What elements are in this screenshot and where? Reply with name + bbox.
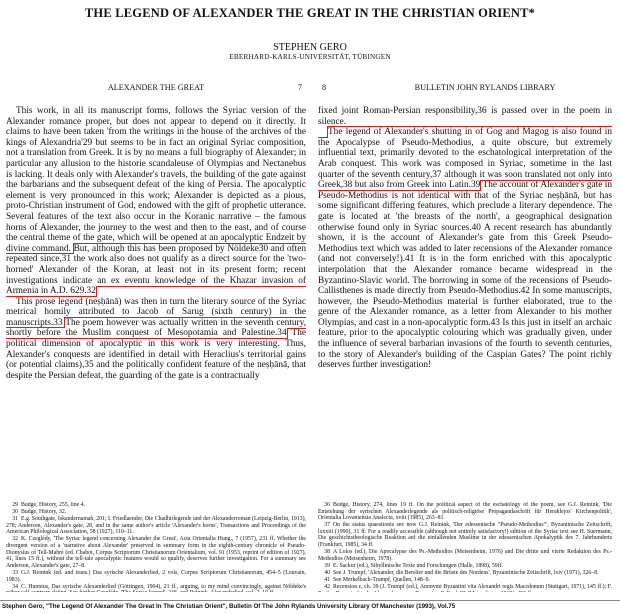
right-running-head — [318, 82, 612, 96]
citation-footer: Stephen Gero, "The Legend Of Alexander The Great In The Christian Orient", Bulletin Of The John Rylands University Library Of Manchester (1993), Vol.75 — [0, 600, 620, 612]
footnote-number: 39 — [324, 562, 330, 569]
footnote-number: 42 — [324, 584, 330, 591]
footnote-text: See Merkelbach-Trumpf, Quellen, 148–9. — [333, 577, 431, 584]
footnote — [318, 549, 612, 562]
footnote-number: 40 — [324, 569, 330, 576]
footnote — [6, 502, 306, 509]
footnote — [318, 570, 612, 577]
footnote-number: 33 — [12, 569, 18, 576]
article-title: THE LEGEND OF ALEXANDER THE GREAT IN THE CHRISTIAN ORIENT* — [84, 6, 536, 20]
footnote-number: 30 — [12, 509, 18, 516]
footnote-number: 31 — [12, 516, 18, 523]
footnote-text: Budge, History, 255, line 4. — [21, 502, 86, 508]
left-paragraph-2-cont: The political dimension of apocalyptic in this work is very interesting. Thus, Alexander's conquests are identified in detail with Heraclius's territorial gains (or potential claims),35 and the politically confident feature of the neṣḥānā, that despite the Persian defeat, the guarding of the gate is a contractually — [6, 328, 306, 381]
footnote — [318, 577, 612, 584]
footnote-number: 32 — [12, 536, 18, 543]
footnote-text: E.g. Southgate, Iskandernamah, 201; I. Friedlaender, Die Chadhirlegende und der Alexanderroman (Leipzig-Berlin, 1913), 278; Anderson, Alexander's gate, 28, and in the same author's article 'Alexander's horns', Transactions and Proceedings of the American Philological Association, 58 (1927), 110–11. — [6, 516, 306, 536]
author-affiliation: EBERHARD-KARLS-UNIVERSITÄT, TÜBINGEN — [229, 53, 391, 61]
footnote-text: E. Sackur (ed.), Sibyllinische Texte und Forschungen (Halle, 1898), 59ff. — [333, 562, 503, 569]
footnote-number: 36 — [324, 502, 330, 508]
left-paragraph-1: This work, in all its manuscript forms, follows the Syriac version of the Alexander romance proper, but does not appear to depend on it directly. It claims to have been taken 'from the writings in the house of the archives of the kings of Alexandria'29 but seems to be in fact an original Syriac composition, not a translation from Greek. It is by no means a full biography of Alexander; in particular any allusion to the historie scandaleuse of Olympias and Nectanebus is lacking. It deals only with Alexander's travels, the building of the gate against the barbarians and the subsequent defeat of the king of Persia. The apocalyptic element is very pronounced in this work; Alexander is depicted as a pious, proto-Christian instrument of God, endowed with the gift of prophetic utterance. Several features of the text also occur in the Koranic narrative – the famous horns of Alexander, the journey to the west and then to the east, and of course the central theme of the gate, which will be opened at an apocalyptic Endzeit by divine command. — [6, 106, 306, 254]
footnote-text: See J. Trumpf, 'Alexander, die Berslier und die Brüste des Nordens', Byzantinische Zeitschrift, lxiv (1971), 326–8. — [333, 569, 599, 576]
footnote-text: C. Hunnius, Das syrische Alexanderlied (Göttingen, 1904), 21 ff., arguing, to my mind convincingly, against Nöldeke's — [21, 583, 306, 590]
left-paragraph-2: This prose legend (neṣḥānā) was then in turn the literary source of the Syriac metrical homily attributed to Jacob of Sarug (sixth century) in the manuscripts.33 — [6, 296, 306, 328]
footnote-number: 37 — [324, 522, 330, 529]
highlight-nöldeke-claim: But, although this has been proposed by Nöldeke30 and often repeated since,31 the work also does not qualify as a direct source for the 'two-horned' Alexander of the Koran, at least not in its present form; recent investigations indicate an ex eventu knowledge of the Khazar invasion of Armenia in A.D. 629.32 — [6, 243, 306, 297]
left-page-number: 7 — [297, 83, 302, 92]
author-name: STEPHEN GERO — [273, 42, 347, 53]
footnote-text: On the status quaestionis see now G.J. Reinink, 'Der edessenische "Pseudo-Methodius"', Byzantinische Zeitschrift, lxxxiii (1990), 31 ff. For a readily accessible (although not entirely satisfactory!) edition of the Syriac text see H. Suermann, Die geschichtstheologische Reaktion auf die einfallenden Muslime in der edessenischen Apokalyptik des 7. Jahrhunderts (Frankfurt, 1985), 34 ff. — [318, 522, 612, 549]
footnote — [318, 563, 612, 570]
footnote-text: A Lolos (ed.), Die Apocalypse des Ps.-Methodios (Meisenheim, 1976) and Die dritte und vierte Redaktion des Ps.-Methodios (Meisenheim, 1978). — [318, 549, 612, 562]
right-paragraph-1: fixed joint Roman-Persian responsibility,36 is passed over in the poem in silence. — [318, 106, 612, 127]
footnote-number: 41 — [324, 577, 330, 584]
right-footnotes — [318, 502, 612, 592]
right-page-number: 8 — [322, 83, 327, 92]
footnote — [6, 584, 306, 592]
footnote-number: 29 — [12, 502, 18, 508]
footnote — [318, 502, 612, 522]
left-footnotes — [6, 502, 306, 592]
footnote-text: K. Czeglédy, 'The Syriac legend concerning Alexander the Great', Acta Orientalia Hung., 7 (1957), 231 ff. Whether the divergent version of a 'narrative about Alexander' preserved in summary form in the eighth-century chronicle of Pseudo-Dionysius of Tell-Mahré (ed. Chabot, Corpus Scriptorum Christianorum Orientalium, vol. 91 (1953, reprint of edition of 1927), 41, lines 15 ff.), without the tell-tale apocalyptic features would so qualify, deserves further investigation. For a summary see Anderson, Alexander's gate, 27–8. — [6, 536, 306, 569]
left-body-text — [6, 106, 306, 444]
footnote — [6, 536, 306, 569]
footnote — [318, 584, 612, 592]
left-running-head — [6, 82, 306, 96]
footnote-text: Recension ε, ch. 39 (J. Trumpf (ed.), Anonymi Byzantini vita Alexandri regis Macedonum (Stuttgart, 1971), 145 ff.); F. — [333, 584, 612, 591]
footnote-number: 38 — [324, 549, 330, 556]
left-page — [6, 82, 306, 590]
left-running-title: ALEXANDER THE GREAT — [107, 83, 205, 92]
footnote-text: Budge, History, 274, lines 19 ff. On the political aspect of the eschatology of the poem, see G.J. Reinink, 'Die Entstehung der syrischen Alexanderlegende als politisch-religiöse Propagandaschrift für Heraklejos' Kirchenpolitik', Orientalia Lovaniensia Analecta, xviii (1985), 263–81. — [318, 502, 612, 522]
right-running-title: BULLETIN JOHN RYLANDS LIBRARY — [414, 83, 556, 92]
footnote — [6, 509, 306, 516]
footnote-number: 34 — [12, 583, 18, 590]
right-paragraph-2-cont: The account of Alexander's gate in Pseudo-Methodius is not identical with that of the Syriac neṣḥānā, but has some significant differing features, which preclude a literary dependence. The gate is located at 'the breasts of the north', a geographical designation otherwise found only in Syriac sources.40 A recent research has abundantly shown, it is the account of Alexander's gate from this Greek Pseudo-Methodius text which was added to later recensions of the Alexander romance (and not conversely!).41 It is in the form enriched with this apocalyptic interpolation that the Alexander romance became widespread in the Byzantino-Slavic world. The borrowing in some of the recensions of Pseudo-Callisthenes is made directly from Pseudo-Methodius.42 In some manuscripts, however, the Pseudo-Methodius material is further elaborated, true to the genre of the Alexander romance, as a letter from Alexander to his mother Olympias, and cast in a non-apocalyptic form.43 Is this just in itself an archaic feature, prior to the apocalyptic colouring which was gradually given, under the influence of several barbarian invasions of the fourth to seventh centuries, to the story of Alexander's building of the Caspian Gates? The point richly deserves further investigation! — [318, 180, 612, 371]
right-page — [318, 82, 612, 591]
highlight-pseudo-methodius: The legend of Alexander's shutting in of Gog and Magog is also found in the Apocalypse of Pseudo-Methodius, a quite obscure, but extremely influential text, primarily devoted to the eschatological interpretation of the Arab conquest. This work was composed in Syriac, sometime in the last quarter of the seventh century,37 although it was soon translated not only into Greek,38 but also from Greek into Latin.39 — [318, 127, 612, 191]
footnote — [318, 522, 612, 548]
right-body-text — [318, 106, 612, 440]
footnote — [6, 516, 306, 536]
footnote — [6, 570, 306, 583]
highlight-poem-dating: The poem however was actually written in the seventh century, shortly before the Muslim conquest of Mesopotamia and Palestine.34 — [6, 317, 306, 339]
footnote-text: Budge, History, 32. — [21, 509, 67, 516]
footnote-text: G.J. Reinink (ed. and trans.) Das syrische Alexanderlied, 2 vols, Corpus Scriptorum Christianorum, 454–5 (Louvain, 1983). — [6, 569, 306, 583]
